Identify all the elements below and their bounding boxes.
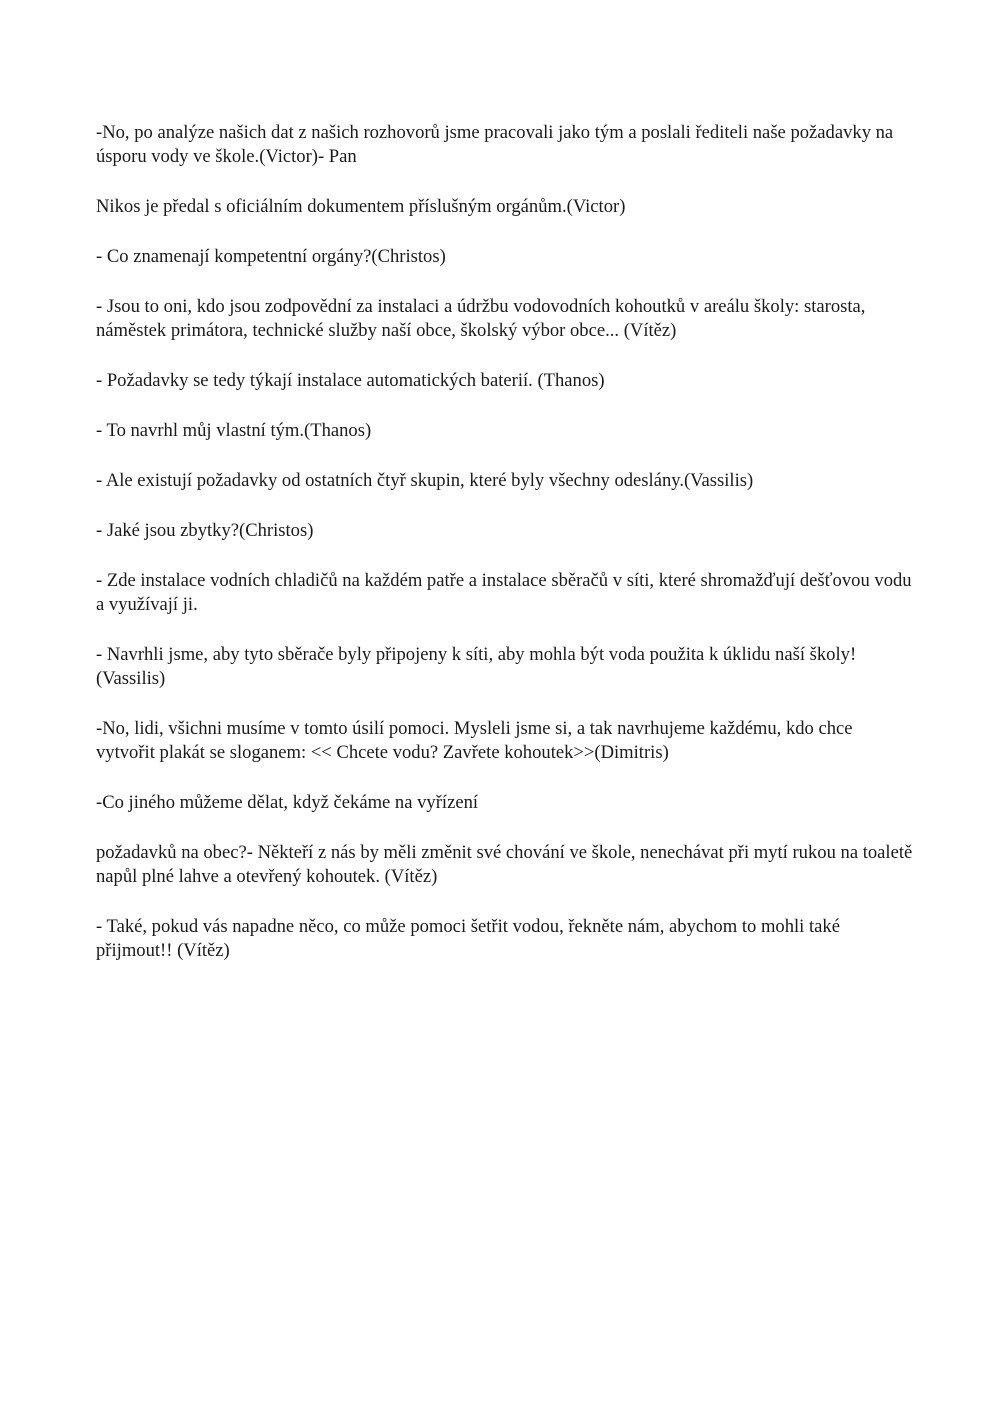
paragraph-12: -Co jiného můžeme dělat, když čekáme na vyřízení: [96, 792, 479, 813]
paragraph-9: - Zde instalace vodních chladičů na každém patře a instalace sběračů v síti, které shromažďují dešťovou vodu a využívají ji.: [96, 570, 912, 615]
paragraph-3: - Co znamenají kompetentní orgány?(Christos): [96, 246, 446, 267]
paragraph-11: -No, lidi, všichni musíme v tomto úsilí pomoci. Mysleli jsme si, a tak navrhujeme každému, kdo chce vytvořit plakát se sloganem: << Chcete vodu? Zavřete kohoutek>>(Dimitris): [96, 718, 853, 763]
paragraph-5: - Požadavky se tedy týkají instalace automatických baterií. (Thanos): [96, 370, 605, 391]
paragraph-1: -No, po analýze našich dat z našich rozhovorů jsme pracovali jako tým a poslali řediteli naše požadavky na úsporu vody ve škole.(Victor)- Pan: [96, 122, 894, 167]
paragraph-6: - To navrhl můj vlastní tým.(Thanos): [96, 420, 372, 441]
paragraph-10: - Navrhli jsme, aby tyto sběrače byly připojeny k síti, aby mohla být voda použita k úklidu naší školy! (Vassilis): [96, 644, 857, 689]
paragraph-8: - Jaké jsou zbytky?(Christos): [96, 520, 314, 541]
paragraph-4: - Jsou to oni, kdo jsou zodpovědní za instalaci a údržbu vodovodních kohoutků v areálu školy: starosta, náměstek primátora, technické služby naší obce, školský výbor obce... (Vítěz): [96, 296, 866, 341]
paragraph-14: - Také, pokud vás napadne něco, co může pomoci šetřit vodou, řekněte nám, abychom to mohli také přijmout!! (Vítěz): [96, 916, 840, 961]
paragraph-2: Nikos je předal s oficiálním dokumentem příslušným orgánům.(Victor): [96, 196, 626, 217]
paragraph-7: - Ale existují požadavky od ostatních čtyř skupin, které byly všechny odeslány.(Vassilis): [96, 470, 754, 491]
paragraph-13: požadavků na obec?- Někteří z nás by měli změnit své chování ve škole, nenechávat při mytí rukou na toaletě napůl plné lahve a otevřený kohoutek. (Vítěz): [96, 842, 913, 887]
document-body: [96, 121, 916, 989]
